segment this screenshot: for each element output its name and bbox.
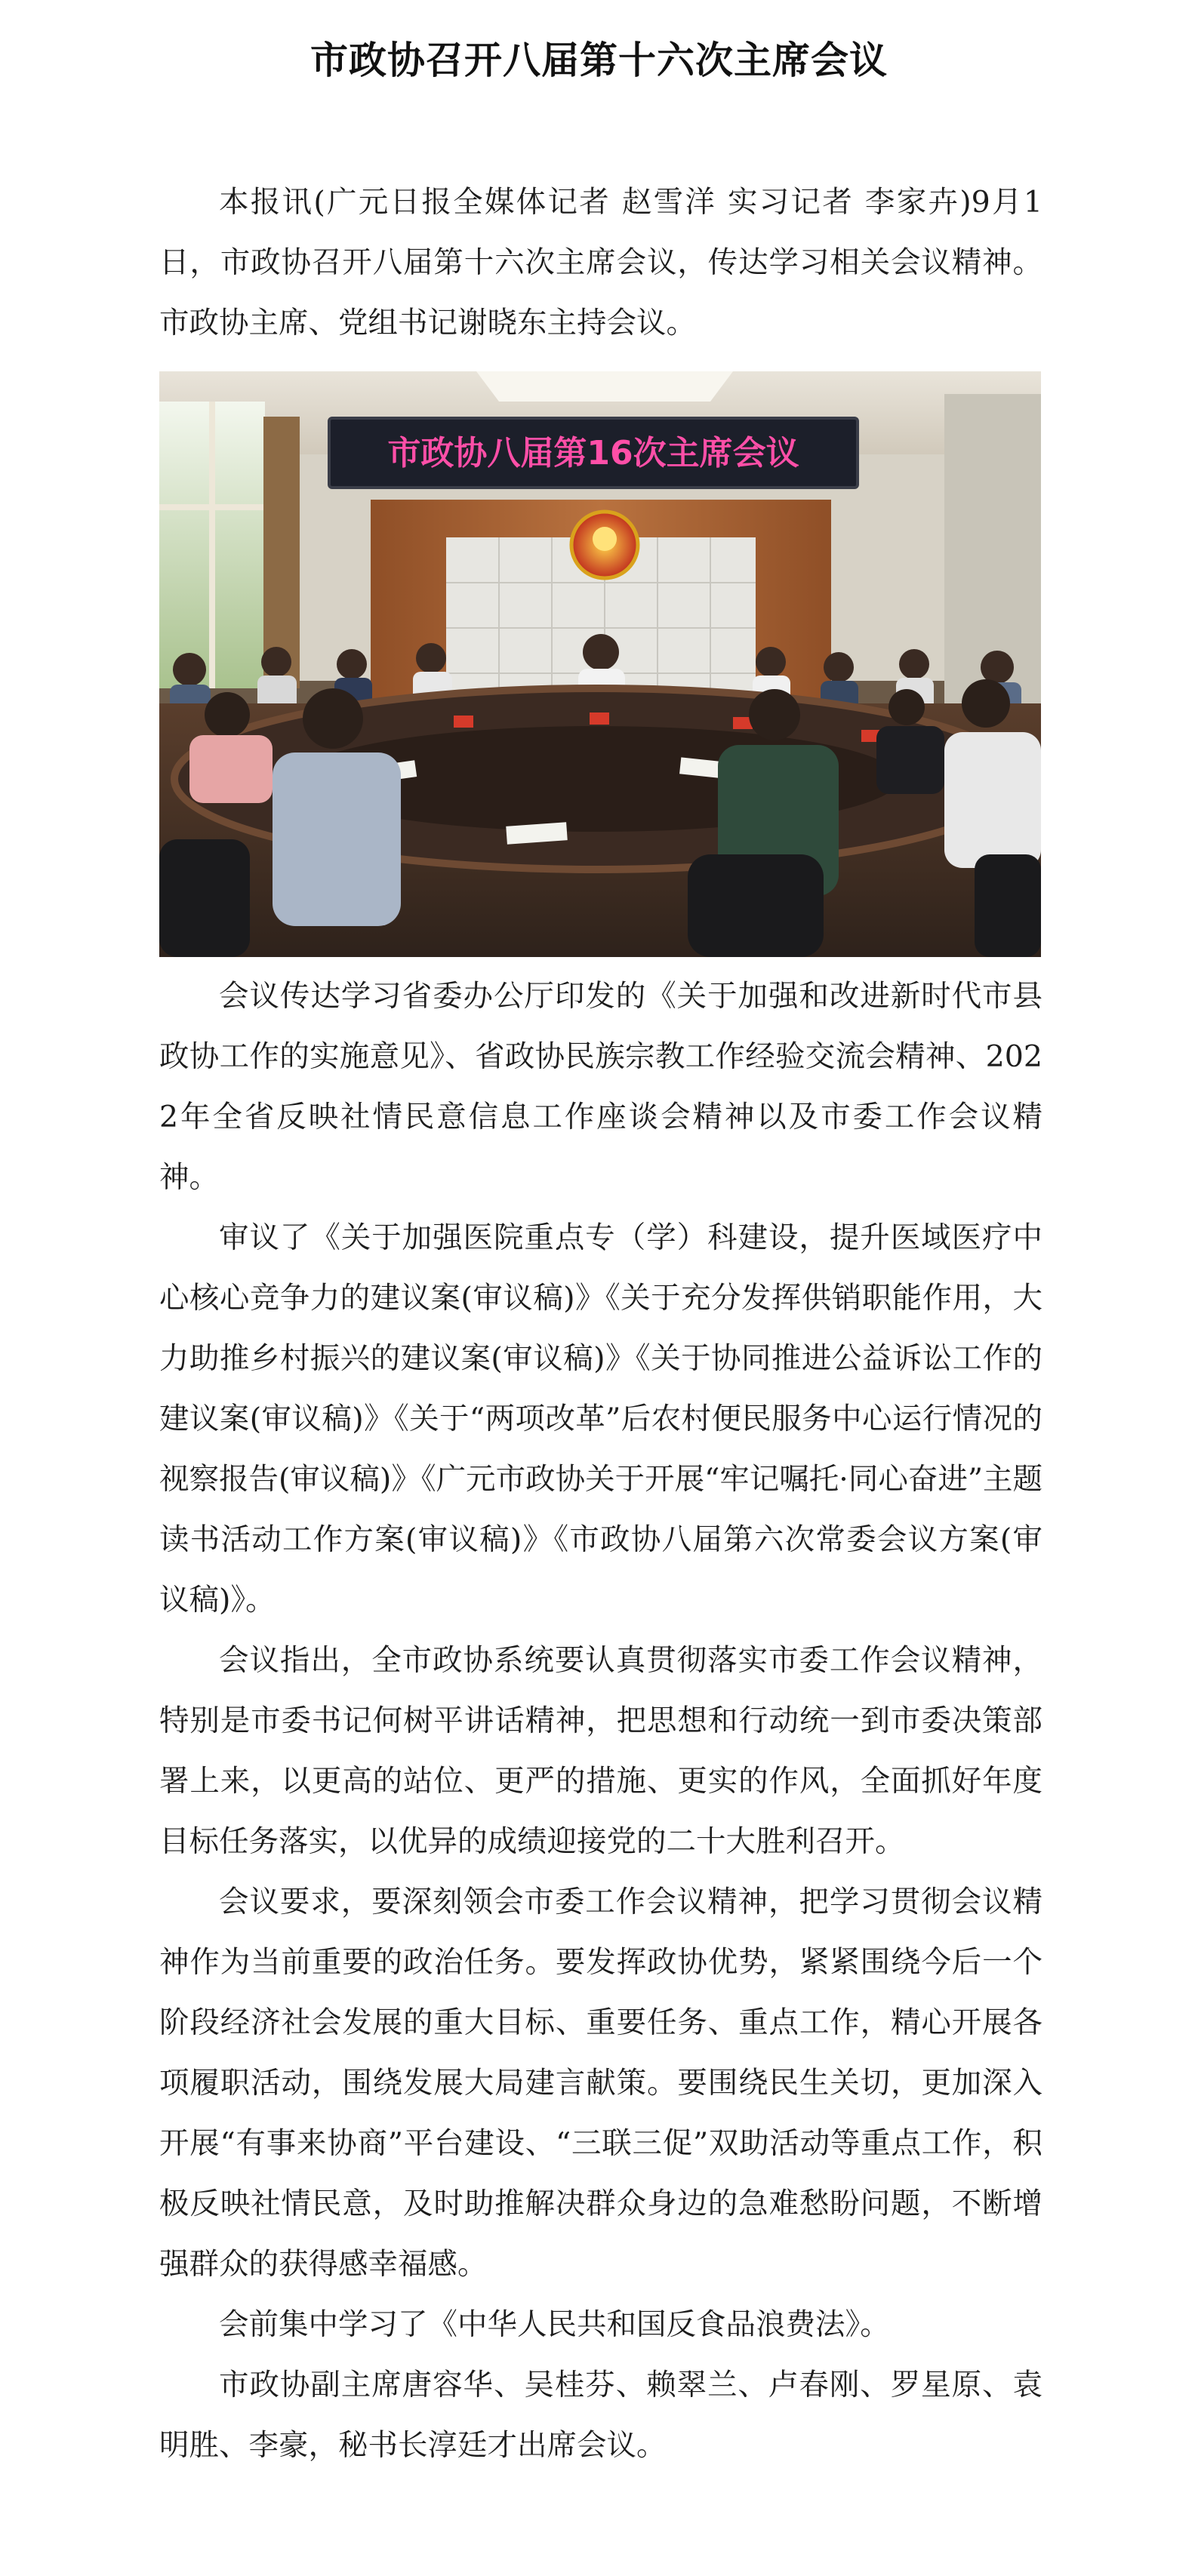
ceiling-light [476, 371, 733, 402]
banner-text: 市政协八届第16次主席会议 [387, 434, 799, 472]
paragraph-prestudy: 会前集中学习了《中华人民共和国反食品浪费法》。 [219, 2307, 890, 2342]
paragraph-point: 会议指出，全市政协系统要认真贯彻落实市委工作会议精神，特别是市委书记何树平讲话精神，把思想和行动统一到市委决策部署上来，以更高的站位、更严的措施、更实的作风，全面抓好年度目标任务落实，以优异的成绩迎接党的二十大胜利召开。 [159, 1643, 1042, 1859]
article-body [159, 172, 1042, 2476]
curtain-left [263, 417, 300, 688]
article-title: 市政协召开八届第十六次主席会议 [310, 37, 888, 82]
paragraph-lead: 本报讯(广元日报全媒体记者 赵雪洋 实习记者 李家卉)9月1日，市政协召开八届第十六次主席会议，传达学习相关会议精神。市政协主席、党组书记谢晓东主持会议。 [159, 185, 1042, 340]
meeting-photo [159, 371, 1041, 957]
paragraph-review: 审议了《关于加强医院重点专（学）科建设，提升医域医疗中心核心竞争力的建议案(审议稿)》《关于充分发挥供销职能作用，大力助推乡村振兴的建议案(审议稿)》《关于协同推进公益诉讼工作的建议案(审议稿)》《关于“两项改革”后农村便民服务中心运行情况的视察报告(审议稿)》《广元市政协关于开展“牢记嘱托·同心奋进”主题读书活动工作方案(审议稿)》《市政协八届第六次常委会议方案(审议稿)》。 [159, 1220, 1043, 1617]
paragraph-study: 会议传达学习省委办公厅印发的《关于加强和改进新时代市县政协工作的实施意见》、省政协民族宗教工作经验交流会精神、2022年全省反映社情民意信息工作座谈会精神以及市委工作会议精神。 [159, 979, 1042, 1195]
paragraph-requirement: 会议要求，要深刻领会市委工作会议精神，把学习贯彻会议精神作为当前重要的政治任务。要发挥政协优势，紧紧围绕今后一个阶段经济社会发展的重大目标、重要任务、重点工作，精心开展各项履职活动，围绕发展大局建言献策。要围绕民生关切，更加深入开展“有事来协商”平台建设、“三联三促”双助活动等重点工作，积极反映社情民意，及时助推解决群众身边的急难愁盼问题，不断增强群众的获得感幸福感。 [159, 1885, 1042, 2282]
paragraph-attendees: 市政协副主席唐容华、吴桂芬、赖翠兰、卢春刚、罗星原、袁明胜、李豪，秘书长淳廷才出席会议。 [159, 2368, 1042, 2463]
